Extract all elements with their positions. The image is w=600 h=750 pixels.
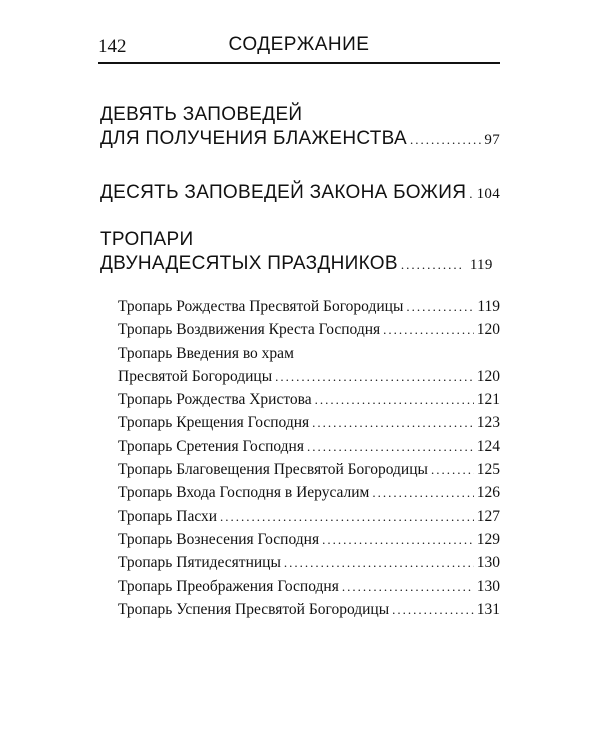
- toc-page-number: 124: [476, 437, 500, 455]
- toc-section-line: [100, 252, 500, 277]
- toc-entry-title: Тропарь Благовещения Пресвятой Богородицы: [118, 461, 428, 479]
- dot-leader: [372, 485, 473, 501]
- toc-page-number: 125: [476, 461, 500, 479]
- dot-leader: [275, 369, 474, 385]
- toc-page-number: 130: [476, 554, 500, 572]
- dot-leader: [307, 439, 474, 455]
- toc-entry-title: Тропарь Пасхи: [118, 507, 218, 525]
- toc-entry-list: [118, 298, 500, 624]
- toc-entry: [118, 554, 500, 577]
- dot-leader: [469, 182, 473, 206]
- toc-entry-title: Тропарь Рождества Пресвятой Богородицы: [118, 298, 404, 315]
- toc-page-number: 104: [476, 186, 500, 202]
- dot-leader: [410, 128, 481, 152]
- toc-entry-title: Тропарь Введения во храм: [118, 344, 294, 362]
- toc-entry: [118, 368, 500, 391]
- dot-leader: [284, 555, 474, 571]
- toc-entry: [118, 438, 500, 461]
- toc-page-number: 131: [476, 600, 500, 618]
- dot-leader: [401, 253, 461, 277]
- toc-page-number: 127: [476, 507, 500, 525]
- dot-leader: [406, 299, 474, 315]
- toc-section-title: ДЛЯ ПОЛУЧЕНИЯ БЛАЖЕНСТВА: [100, 128, 407, 149]
- toc-entry-title: Тропарь Вознесения Господня: [118, 530, 320, 548]
- toc-entry: [118, 508, 500, 531]
- toc-section: [100, 181, 500, 206]
- toc-entry: [118, 531, 500, 554]
- toc-page-number: 119: [469, 257, 493, 273]
- toc-section-line: [100, 127, 500, 152]
- toc-section-line: [100, 103, 500, 127]
- toc-entry-title: Тропарь Преображения Господня: [118, 577, 339, 595]
- toc-page-number: 97: [484, 132, 500, 148]
- toc-entry: [118, 578, 500, 601]
- toc-section-title: ТРОПАРИ: [100, 229, 194, 250]
- toc-entry: [118, 601, 500, 624]
- toc-entry: [118, 321, 500, 344]
- toc-section: [100, 103, 500, 152]
- dot-leader: [315, 392, 474, 408]
- toc-entry-title: Тропарь Входа Господня в Иерусалим: [118, 484, 370, 502]
- page-header: [98, 30, 500, 64]
- dot-leader: [322, 532, 474, 548]
- toc-section-line: [100, 181, 500, 206]
- toc-entry-title: Тропарь Крещения Господня: [118, 414, 310, 432]
- toc-entry: [118, 391, 500, 414]
- dot-leader: [383, 322, 474, 338]
- toc-section-title: ДЕСЯТЬ ЗАПОВЕДЕЙ ЗАКОНА БОЖИЯ: [100, 182, 467, 203]
- toc-entry: [118, 484, 500, 507]
- toc-entry-title: Тропарь Сретения Господня: [118, 437, 304, 455]
- toc-entry: [118, 414, 500, 437]
- dot-leader: [342, 579, 474, 595]
- toc-entry: [118, 461, 500, 484]
- toc-section-title: ДЕВЯТЬ ЗАПОВЕДЕЙ: [100, 104, 303, 125]
- toc-page-number: 120: [476, 321, 500, 339]
- dot-leader: [431, 462, 474, 478]
- toc-entry-title: Тропарь Пятидесятницы: [118, 554, 281, 572]
- toc-entry-title: Тропарь Рождества Христова: [118, 391, 312, 409]
- page-number: 142: [98, 36, 127, 57]
- dot-leader: [220, 509, 474, 525]
- running-title: СОДЕРЖАНИЕ: [228, 34, 370, 55]
- toc-entry: [118, 298, 500, 321]
- toc-page-number: 126: [476, 484, 500, 502]
- toc-entry-title: Тропарь Успения Пресвятой Богородицы: [118, 600, 390, 618]
- toc-section-title: ДВУНАДЕСЯТЫХ ПРАЗДНИКОВ: [100, 253, 398, 274]
- toc-section-line: [100, 228, 500, 252]
- dot-leader: [312, 415, 474, 431]
- toc-page-number: 129: [476, 530, 500, 548]
- toc-entry-title: Пресвятой Богородицы: [118, 367, 273, 385]
- dot-leader: [392, 602, 474, 618]
- toc-page-number: 123: [476, 414, 500, 432]
- toc-page-number: 130: [476, 577, 500, 595]
- toc-page-number: 120: [476, 367, 500, 385]
- toc-section: [100, 228, 500, 277]
- toc-entry-title: Тропарь Воздвижения Креста Господня: [118, 321, 381, 339]
- toc-page-number: 119: [477, 298, 500, 315]
- toc-entry: [118, 345, 500, 368]
- toc-page-number: 121: [476, 391, 500, 409]
